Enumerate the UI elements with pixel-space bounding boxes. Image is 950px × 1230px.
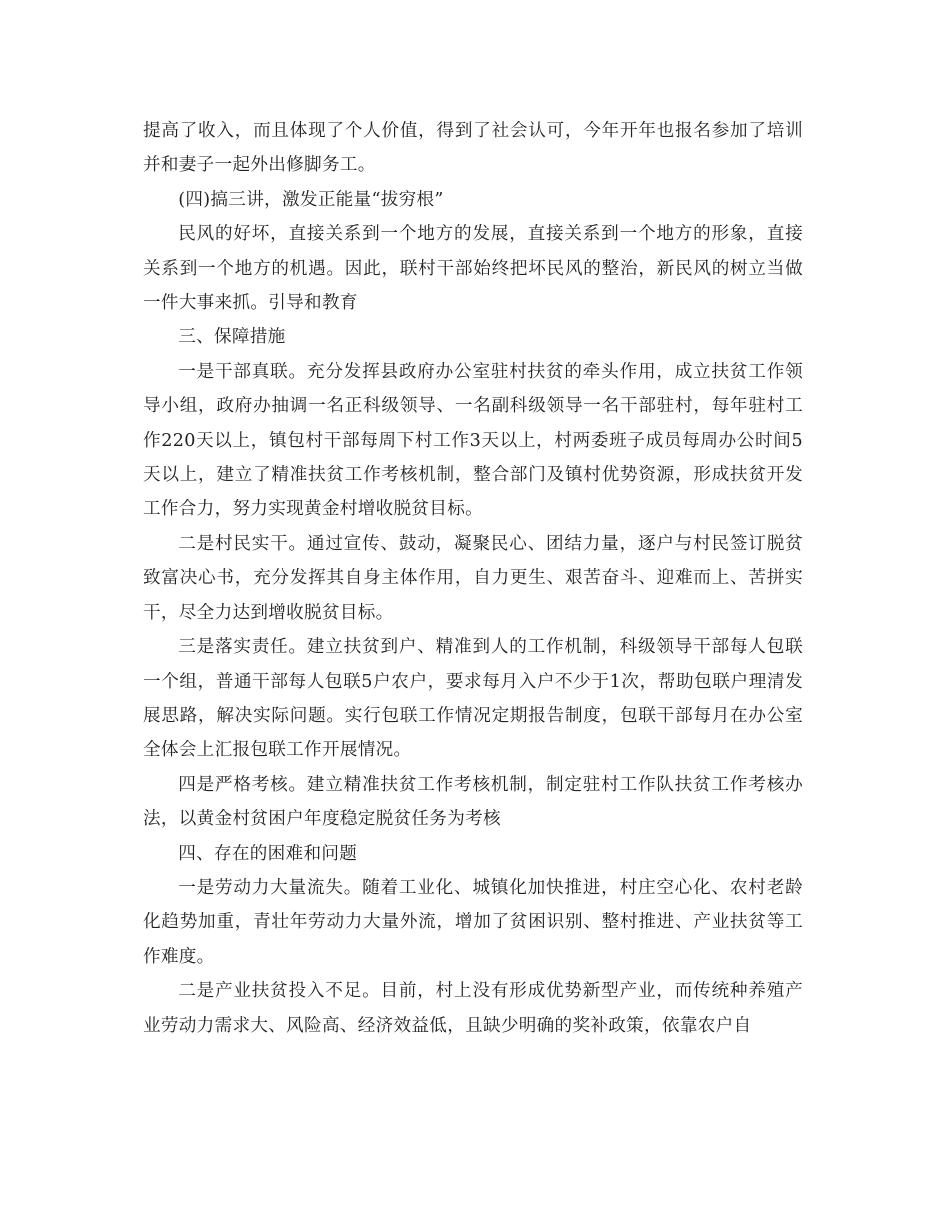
section-heading-safeguards: 三、保障措施 (178, 327, 286, 348)
document-body (143, 114, 803, 1043)
paragraph-responsibility: 三是落实责任。建立扶贫到户、精准到人的工作机制，科级领导干部每人包联一个组，普通干部每人包联5户农户，要求每月入户不少于1次，帮助包联户理清发展思路，解决实际问题。实行包联工作情况定期报告制度，包联干部每月在办公室全体会上汇报包联工作开展情况。 (143, 637, 803, 761)
paragraph-continuation: 提高了收入，而且体现了个人价值，得到了社会认可，今年开年也报名参加了培训并和妻子一起外出修脚务工。 (143, 121, 803, 176)
paragraph-assessment: 四是严格考核。建立精准扶贫工作考核机制，制定驻村工作队扶贫工作考核办法，以黄金村贫困户年度稳定脱贫任务为考核 (143, 774, 803, 830)
paragraph-cadre-liaison: 一是干部真联。充分发挥县政府办公室驻村扶贫的牵头作用，成立扶贫工作领导小组，政府办抽调一名正科级领导、一名副科级领导一名干部驻村，每年驻村工作220天以上，镇包村干部每周下村工作3天以上，村两委班子成员每周办公时间5天以上，建立了精准扶贫工作考核机制，整合部门及镇村优势资源，形成扶贫开发工作合力，努力实现黄金村增收脱贫目标。 (143, 361, 803, 520)
subheading-four: (四)搞三讲，激发正能量“拔穷根” (178, 189, 444, 210)
paragraph-industry-investment: 二是产业扶贫投入不足。目前，村上没有形成优势新型产业，而传统种养殖产业劳动力需求大、风险高、经济效益低，且缺少明确的奖补政策，依靠农户自 (143, 981, 803, 1036)
paragraph-villager-effort: 二是村民实干。通过宣传、鼓动，凝聚民心、团结力量，逐户与村民签订脱贫致富决心书，充分发挥其自身主体作用，自力更生、艰苦奋斗、迎难而上、苦拼实干，尽全力达到增收脱贫目标。 (143, 533, 803, 623)
paragraph-folk-customs: 民风的好坏，直接关系到一个地方的发展，直接关系到一个地方的形象，直接关系到一个地方的机遇。因此，联村干部始终把坏民风的整治，新民风的树立当做一件大事来抓。引导和教育 (143, 224, 803, 314)
section-heading-problems: 四、存在的困难和问题 (178, 843, 358, 864)
paragraph-labor-loss: 一是劳动力大量流失。随着工业化、城镇化加快推进，村庄空心化、农村老龄化趋势加重，青壮年劳动力大量外流，增加了贫困识别、整村推进、产业扶贫等工作难度。 (143, 877, 803, 967)
